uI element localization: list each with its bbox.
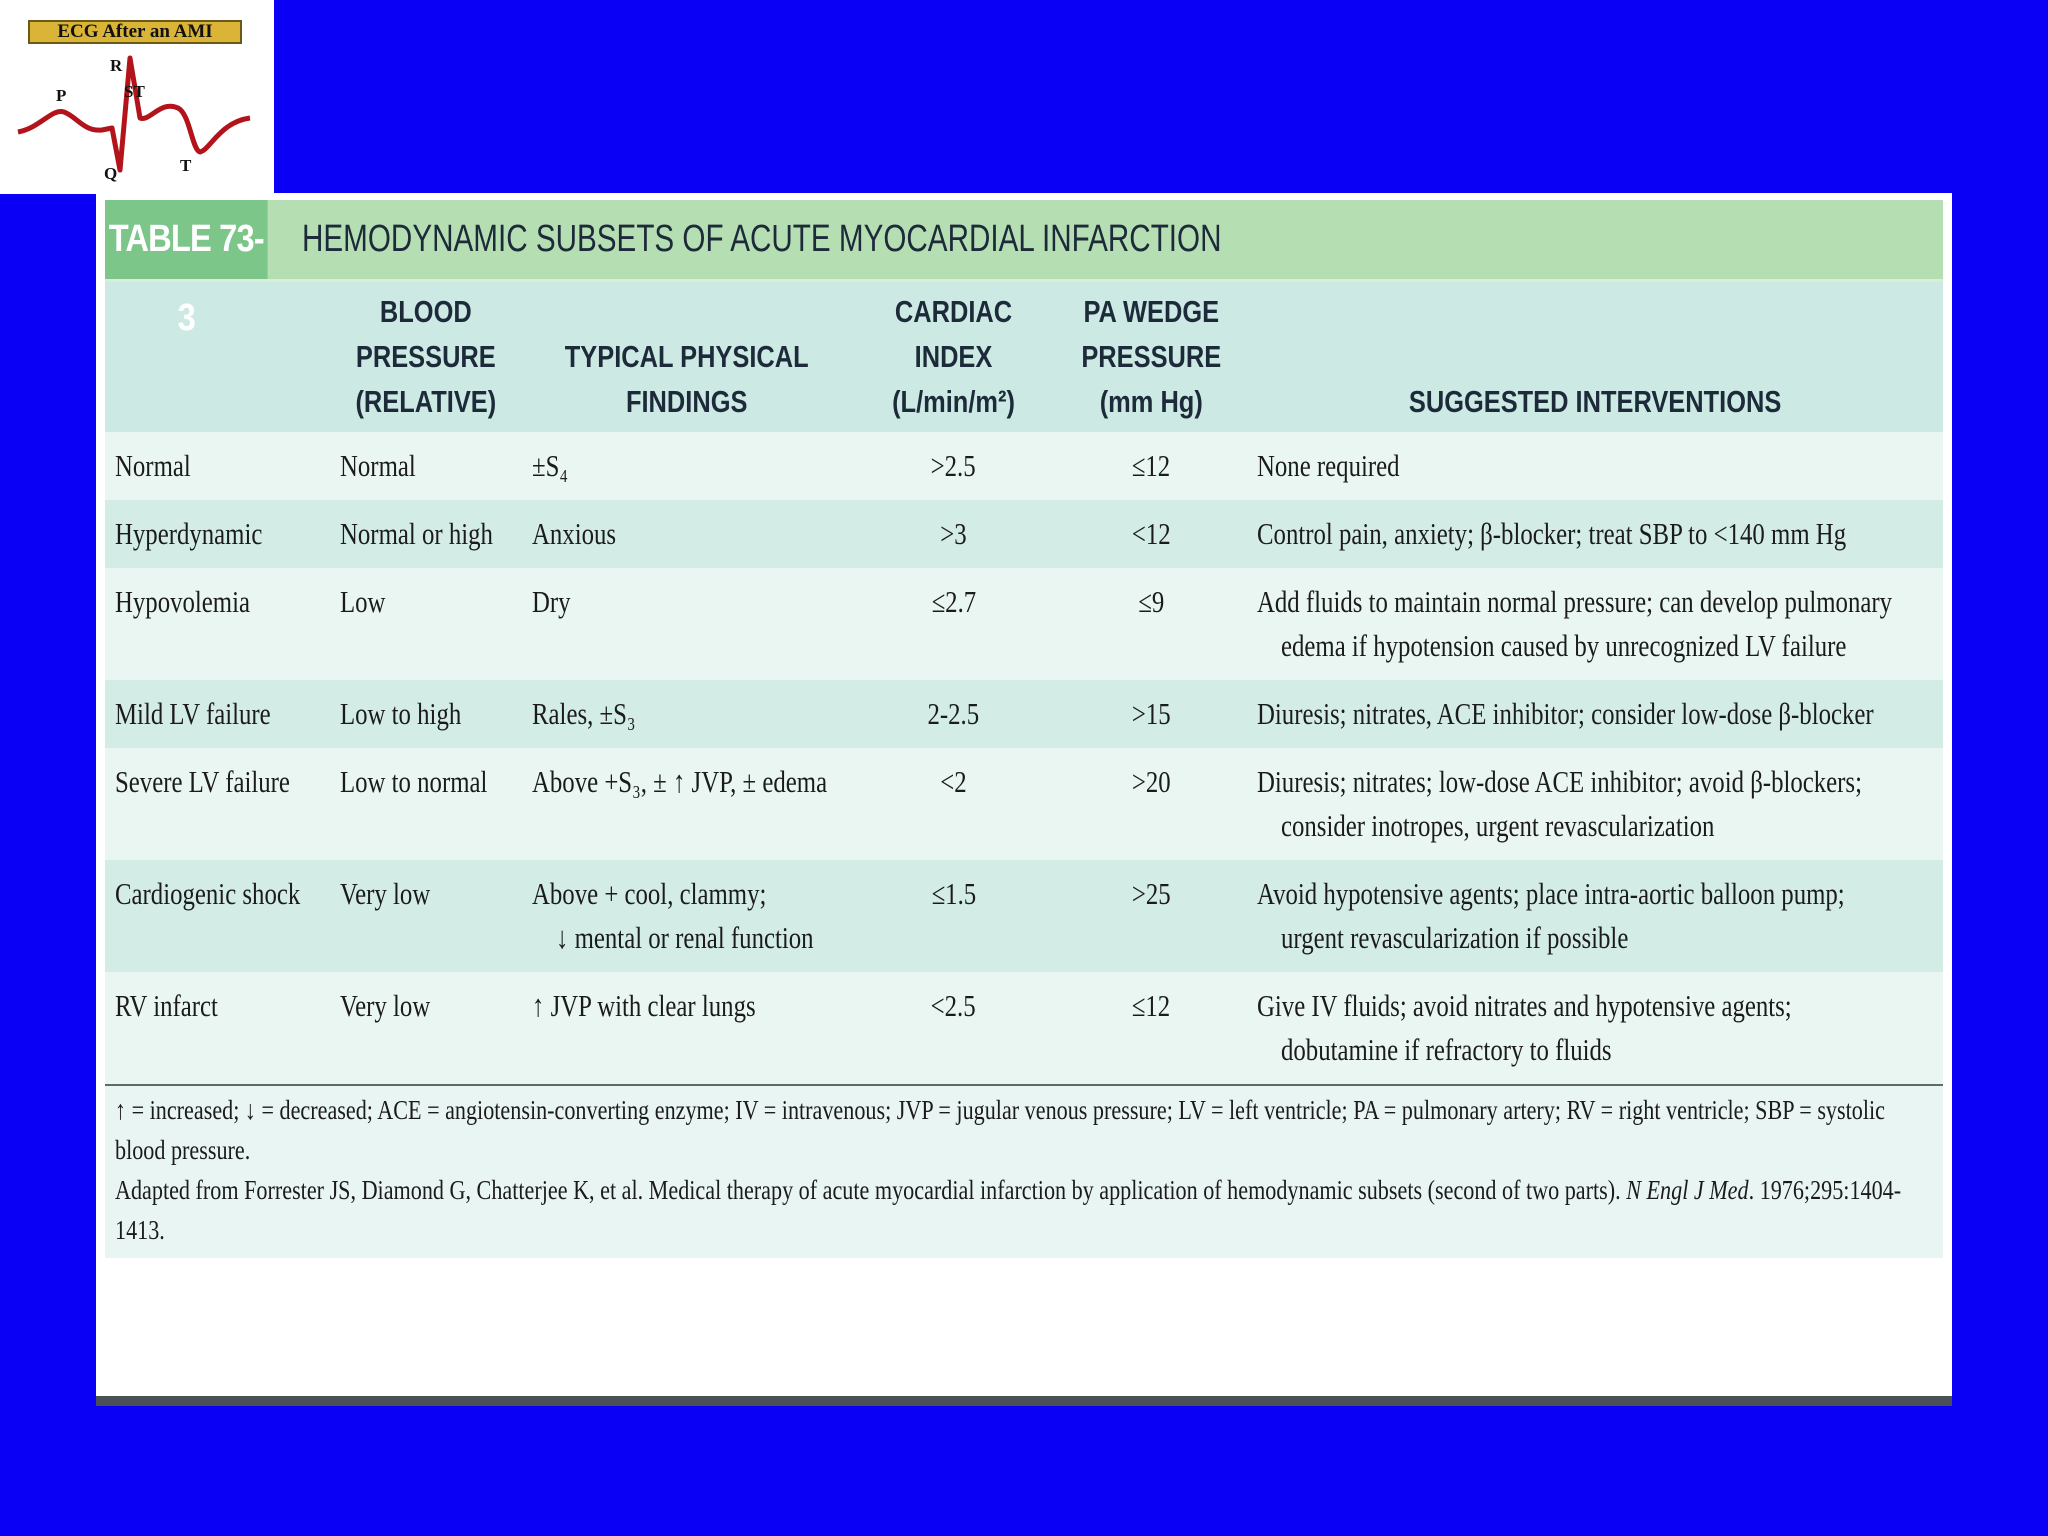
cell-interventions: None required bbox=[1257, 448, 1400, 483]
header-blood-pressure: BLOOD PRESSURE (RELATIVE) bbox=[355, 294, 497, 419]
ecg-label-p: P bbox=[56, 86, 67, 105]
cell-findings: Above + cool, clammy; ↓ mental or renal function bbox=[532, 876, 814, 955]
header-interventions: SUGGESTED INTERVENTIONS bbox=[1408, 384, 1782, 419]
cell-bp: Low to high bbox=[340, 696, 462, 731]
cell-pa: ≤12 bbox=[1131, 988, 1171, 1023]
table-row bbox=[105, 500, 1943, 568]
cell-findings: ±S₄ bbox=[532, 448, 569, 483]
cell-bp: Low bbox=[340, 584, 386, 619]
cell-pa: <12 bbox=[1131, 516, 1171, 551]
header-cardiac-index: CARDIAC INDEX (L/min/m²) bbox=[892, 294, 1015, 419]
cell-bp: Very low bbox=[340, 988, 431, 1023]
cell-subset: Mild LV failure bbox=[115, 696, 271, 731]
cell-interventions: Diuresis; nitrates; low-dose ACE inhibitor; avoid β-blockers; consider inotropes, urgent revascularization bbox=[1257, 764, 1862, 843]
footnote-abbreviations: ↑ = increased; ↓ = decreased; ACE = angiotensin-converting enzyme; IV = intravenous; JVP = jugular venous pressure; LV = left ventricle; PA = pulmonary artery; RV = right ventricle; SBP = systolic blood pressure. bbox=[115, 1095, 1885, 1165]
cell-bp: Normal bbox=[340, 448, 416, 483]
cell-pa: >25 bbox=[1131, 876, 1171, 911]
ecg-label-r: R bbox=[110, 56, 123, 75]
ecg-label-t: T bbox=[180, 156, 192, 175]
hemodynamic-subsets-table bbox=[105, 282, 1943, 1084]
cell-interventions: Control pain, anxiety; β-blocker; treat SBP to <140 mm Hg bbox=[1257, 516, 1847, 551]
cell-ci: <2.5 bbox=[930, 988, 976, 1023]
cell-subset: Normal bbox=[115, 448, 191, 483]
cell-interventions: Diuresis; nitrates, ACE inhibitor; consider low-dose β-blocker bbox=[1257, 696, 1874, 731]
header-physical-findings: TYPICAL PHYSICAL FINDINGS bbox=[565, 339, 809, 419]
cell-subset: Severe LV failure bbox=[115, 764, 290, 799]
header-subset bbox=[105, 282, 330, 432]
cell-bp: Very low bbox=[340, 876, 431, 911]
cell-ci: <2 bbox=[940, 764, 967, 799]
table-row bbox=[105, 748, 1943, 860]
ecg-logo bbox=[0, 0, 274, 194]
header-pa-wedge: PA WEDGE PRESSURE (mm Hg) bbox=[1081, 294, 1221, 419]
cell-ci: 2-2.5 bbox=[927, 696, 980, 731]
cell-pa: >15 bbox=[1131, 696, 1171, 731]
table-number: TABLE 73-3 bbox=[105, 200, 268, 279]
table-row bbox=[105, 972, 1943, 1084]
cell-ci: ≤1.5 bbox=[931, 876, 976, 911]
cell-findings: Above +S₃, ± ↑ JVP, ± edema bbox=[532, 764, 828, 799]
cell-findings: Dry bbox=[532, 584, 571, 619]
cell-interventions: Add fluids to maintain normal pressure; can develop pulmonary edema if hypotension caused by unrecognized LV failure bbox=[1257, 584, 1893, 663]
table-header-row bbox=[105, 282, 1943, 432]
slide-bottom-bar bbox=[96, 1396, 1952, 1406]
table-row bbox=[105, 432, 1943, 500]
cell-subset: Hyperdynamic bbox=[115, 516, 263, 551]
cell-interventions: Give IV fluids; avoid nitrates and hypotensive agents; dobutamine if refractory to fluids bbox=[1257, 988, 1792, 1067]
ecg-label-q: Q bbox=[104, 164, 118, 183]
cell-pa: ≤12 bbox=[1131, 448, 1171, 483]
table-container bbox=[105, 200, 1943, 1258]
cell-findings: ↑ JVP with clear lungs bbox=[532, 988, 756, 1023]
cell-ci: ≤2.7 bbox=[931, 584, 976, 619]
cell-subset: RV infarct bbox=[115, 988, 218, 1023]
cell-findings: Anxious bbox=[532, 516, 617, 551]
table-row bbox=[105, 860, 1943, 972]
table-title: HEMODYNAMIC SUBSETS OF ACUTE MYOCARDIAL INFARCTION bbox=[302, 218, 1222, 260]
cell-pa: ≤9 bbox=[1137, 584, 1164, 619]
cell-ci: >3 bbox=[940, 516, 967, 551]
slide-document bbox=[96, 193, 1952, 1403]
cell-interventions: Avoid hypotensive agents; place intra-aortic balloon pump; urgent revascularization if possible bbox=[1257, 876, 1845, 955]
ecg-label-st: ST bbox=[124, 82, 145, 101]
cell-ci: >2.5 bbox=[930, 448, 976, 483]
cell-bp: Low to normal bbox=[340, 764, 488, 799]
cell-bp: Normal or high bbox=[340, 516, 493, 551]
cell-findings: Rales, ±S₃ bbox=[532, 696, 636, 731]
table-row bbox=[105, 680, 1943, 748]
table-footnote bbox=[105, 1084, 1943, 1258]
cell-subset: Cardiogenic shock bbox=[115, 876, 301, 911]
footnote-source: Adapted from Forrester JS, Diamond G, Chatterjee K, et al. Medical therapy of acute myocardial infarction by application of hemodynamic subsets (second of two parts). N Engl J Med. 1976;295:1404-1413. bbox=[115, 1175, 1902, 1245]
cell-subset: Hypovolemia bbox=[115, 584, 250, 619]
cell-pa: >20 bbox=[1131, 764, 1171, 799]
logo-title: ECG After an AMI bbox=[28, 20, 242, 44]
table-row bbox=[105, 568, 1943, 680]
table-title-bar bbox=[105, 200, 1943, 339]
